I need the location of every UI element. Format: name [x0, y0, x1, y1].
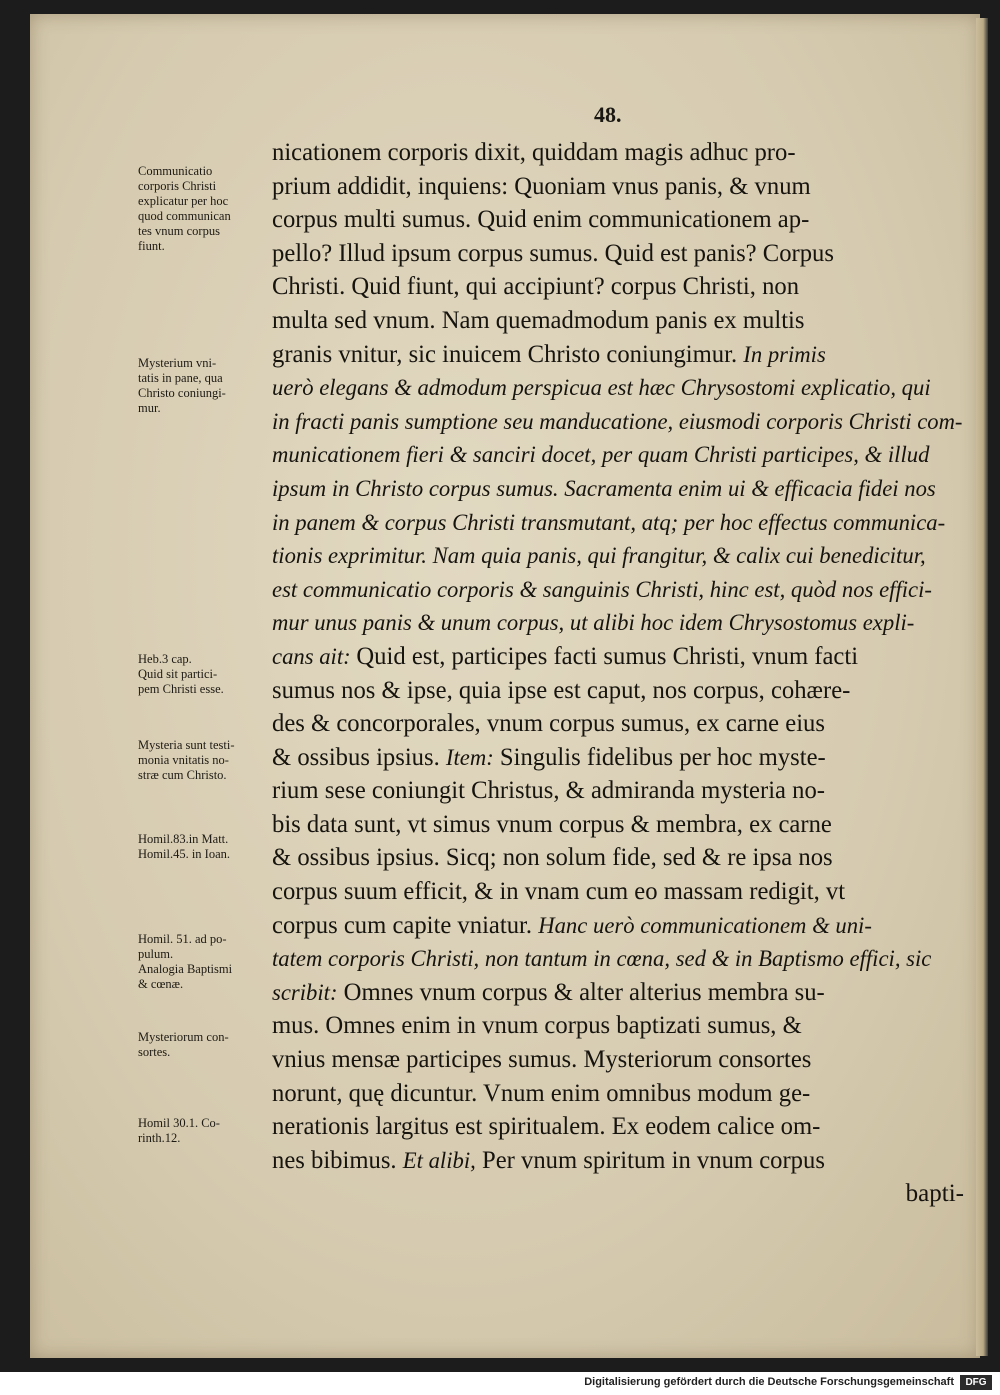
italic-text: in panem & corpus Christi transmutant, atq; per hoc effectus communica- [272, 509, 946, 535]
text-line [272, 573, 962, 607]
margin-note-line: pulum. [138, 947, 174, 961]
roman-text: Omnes vnum corpus & alter alterius membra su- [337, 978, 825, 1006]
roman-text: Singulis fidelibus per hoc myste- [493, 743, 826, 771]
text-line [272, 674, 962, 708]
roman-text: & ossibus ipsius. [272, 743, 446, 771]
italic-text: in fracti panis sumptione seu manducatione, eiusmodi corporis Christi com- [272, 408, 963, 434]
text-line [272, 304, 962, 338]
margin-note-line: & cœnæ. [138, 977, 184, 991]
text-line [272, 170, 962, 204]
text-line [272, 203, 962, 237]
roman-text: mus. Omnes enim in vnum corpus baptizati sumus, & [272, 1012, 802, 1040]
dfg-logo: DFG [960, 1375, 992, 1390]
margin-note-line: Homil.83.in Matt. [138, 832, 229, 846]
margin-note-line: Homil. 51. ad po- [138, 932, 227, 946]
roman-text: granis vnitur, sic inuicem Christo coniungimur. [272, 340, 744, 368]
margin-note [138, 1030, 288, 1060]
roman-text: & ossibus ipsius. Sicq; non solum fide, sed & re ipsa nos [272, 844, 833, 872]
footer-credit: Digitalisierung gefördert durch die Deutsche Forschungsgemeinschaft [584, 1376, 954, 1388]
italic-text: In primis [743, 341, 826, 367]
text-line [272, 270, 962, 304]
roman-text: rium sese coniungit Christus, & admiranda mysteria no- [272, 777, 826, 805]
margin-note-line: Homil 30.1. Co- [138, 1116, 220, 1130]
margin-note-line: Mysteriorum con- [138, 1030, 229, 1044]
text-line [272, 909, 962, 943]
italic-text: tatem corporis Christi, non tantum in cœna, sed & in Baptismo effici, sic [272, 946, 932, 972]
roman-text: multa sed vnum. Nam quemadmodum panis ex multis [272, 306, 805, 334]
italic-text: cans ait: [272, 643, 357, 669]
italic-text: scribit: [272, 979, 338, 1005]
roman-text: Christi. Quid fiunt, qui accipiunt? corpus Christi, non [272, 273, 800, 301]
italic-text: municationem fieri & sanciri docet, per quam Christi participes, & illud [272, 442, 930, 468]
main-text [272, 136, 972, 1211]
roman-text: norunt, quę dicuntur. Vnum enim omnibus modum ge- [272, 1079, 811, 1107]
italic-text: ipsum in Christo corpus sumus. Sacramenta enim ui & efficacia fidei nos [272, 475, 936, 501]
roman-text: Quid est, participes facti sumus Christi, vnum facti [356, 642, 859, 670]
roman-text: Per vnum spiritum in vnum corpus [475, 1146, 825, 1174]
roman-text: corpus multi sumus. Quid enim communicationem ap- [272, 206, 810, 234]
page-number: 48. [594, 102, 622, 127]
margin-note-line: tes vnum corpus [138, 224, 220, 238]
text-line [272, 875, 962, 909]
italic-text: uerò elegans & admodum perspicua est hæc Chrysostomi explicatio, qui [272, 375, 931, 401]
roman-text: nerationis largitus est spiritualem. Ex eodem calice om- [272, 1113, 821, 1141]
book-page [30, 14, 980, 1358]
italic-text: tionis exprimitur. Nam quia panis, qui frangitur, & calix cui benedicitur, [272, 543, 926, 569]
roman-text: bis data sunt, vt simus vnum corpus & membra, ex carne [272, 810, 832, 838]
margin-note-line: corporis Christi [138, 179, 217, 193]
roman-text: nes bibimus. [272, 1146, 403, 1174]
italic-text: Item: [445, 744, 494, 770]
text-line [272, 506, 962, 540]
roman-text: vnius mensæ participes sumus. Mysteriorum consortes [272, 1046, 812, 1074]
roman-text: des & concorporales, vnum corpus sumus, ex carne eius [272, 710, 825, 738]
margin-note-line: Communicatio [138, 164, 213, 178]
text-line [272, 808, 962, 842]
margin-note [138, 1116, 288, 1146]
margin-note [138, 652, 288, 697]
margin-note [138, 738, 288, 783]
margin-note-line: rinth.12. [138, 1131, 181, 1145]
page-edge [976, 18, 988, 1356]
text-line [272, 438, 962, 472]
text-line [272, 640, 962, 674]
margin-note [138, 164, 288, 254]
text-line [272, 606, 962, 640]
italic-text: mur unus panis & unum corpus, ut alibi hoc idem Chrysostomus expli- [272, 610, 915, 636]
text-line [272, 338, 962, 372]
italic-text: Et alibi, [402, 1147, 476, 1173]
text-line [272, 405, 961, 439]
margin-note-line: fiunt. [138, 239, 165, 253]
margin-note-line: monia vnitatis no- [138, 753, 229, 767]
footer [0, 1372, 1000, 1395]
italic-text: Hanc uerò communicationem & uni- [538, 912, 872, 938]
catchword: bapti- [905, 1180, 964, 1208]
text-line [272, 1144, 962, 1178]
margin-note [138, 832, 288, 862]
margin-note-line: quod communican [138, 209, 231, 223]
margin-note-line: mur. [138, 401, 161, 415]
roman-text: pello? Illud ipsum corpus sumus. Quid est panis? Corpus [272, 239, 834, 267]
text-line [272, 1110, 962, 1144]
text-line [272, 371, 962, 405]
text-line [272, 741, 962, 775]
text-line [272, 237, 962, 271]
margin-note-line: tatis in pane, qua [138, 371, 223, 385]
text-line [272, 976, 962, 1010]
roman-text: nicationem corporis dixit, quiddam magis adhuc pro- [272, 139, 796, 166]
margin-note-line: pem Christi esse. [138, 682, 224, 696]
roman-text: corpus cum capite vniatur. [272, 911, 539, 939]
text-line [272, 942, 962, 976]
margin-note-line: Mysteria sunt testi- [138, 738, 235, 752]
margin-note-line: Analogia Baptismi [138, 962, 233, 976]
text-line [272, 472, 962, 506]
margin-note-line: Heb.3 cap. [138, 652, 192, 666]
text-line [272, 1009, 962, 1043]
text-line [272, 539, 962, 573]
margin-note-line: Christo coniungi- [138, 386, 226, 400]
roman-text: corpus suum efficit, & in vnam cum eo massam redigit, vt [272, 878, 846, 906]
text-line [272, 774, 962, 808]
text-line [272, 1077, 962, 1111]
margin-note-line: Quid sit partici- [138, 667, 218, 681]
roman-text: sumus nos & ipse, quia ipse est caput, nos corpus, cohære- [272, 676, 851, 704]
margin-note [138, 932, 288, 992]
margin-note-line: stræ cum Christo. [138, 768, 227, 782]
text-line [272, 707, 962, 741]
italic-text: est communicatio corporis & sanguinis Christi, hinc est, quòd nos effici- [272, 576, 932, 602]
roman-text: prium addidit, inquiens: Quoniam vnus panis, & vnum [272, 172, 811, 200]
margin-note-line: sortes. [138, 1045, 171, 1059]
margin-note [138, 356, 288, 416]
margin-note-line: Homil.45. in Ioan. [138, 847, 231, 861]
text-line [272, 841, 962, 875]
margin-note-line: explicatur per hoc [138, 194, 229, 208]
text-line [272, 136, 962, 170]
text-line [272, 1043, 962, 1077]
margin-note-line: Mysterium vni- [138, 356, 217, 370]
